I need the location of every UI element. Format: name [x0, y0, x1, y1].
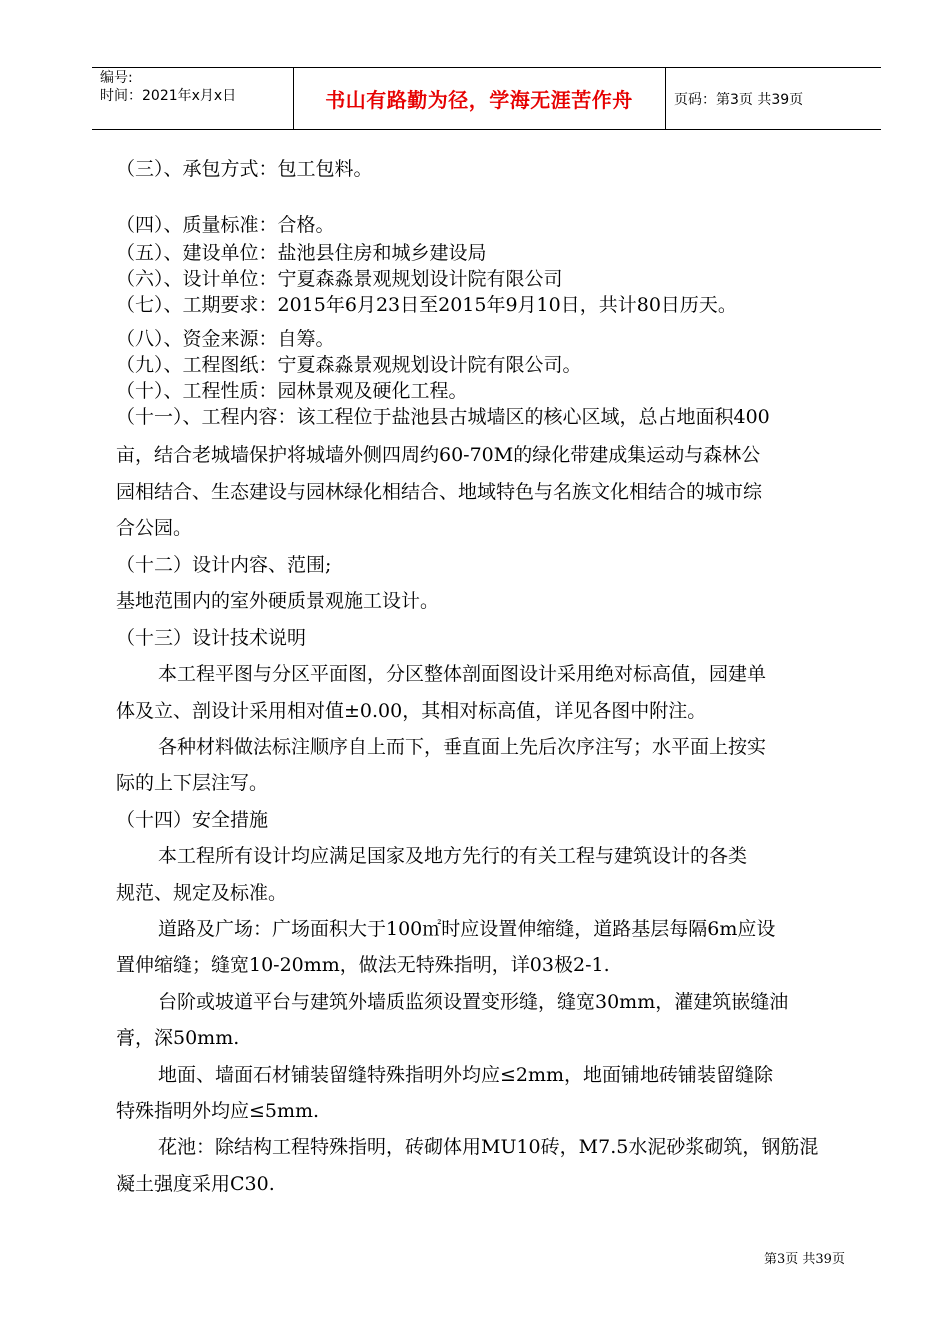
section-heading: （十四）安全措施: [116, 809, 269, 831]
text-line: 地面、墙面石材铺装留缝特殊指明外均应≤2mm，地面铺地砖铺装留缝除: [158, 1064, 774, 1086]
text-line: （四）、质量标准：合格。: [116, 214, 335, 236]
text-line: 体及立、剖设计采用相对值±0.00，其相对标高值，详见各图中附注。: [116, 700, 707, 722]
text-line: 园相结合、生态建设与园林绿化相结合、地域特色与名族文化相结合的城市综: [116, 481, 763, 503]
text-line: 台阶或坡道平台与建筑外墙质监须设置变形缝，缝宽30mm，灌建筑嵌缝油: [158, 991, 789, 1013]
text-line: 规范、规定及标准。: [116, 882, 288, 904]
text-line: 置伸缩缝；缝宽10-20mm，做法无特殊指明，详03极2-1.: [116, 954, 610, 976]
text-line: （八）、资金来源：自筹。: [116, 328, 335, 350]
text-line: （十二）设计内容、范围;: [116, 554, 332, 576]
header-motto-cell: [293, 68, 666, 129]
document-number-label: 编号:: [100, 70, 133, 86]
text-line: 花池：除结构工程特殊指明，砖砌体用MU10砖，M7.5水泥砂浆砌筑，钢筋混: [158, 1136, 819, 1158]
text-line: （七）、工期要求：2015年6月23日至2015年9月10日，共计80日历天。: [116, 294, 737, 316]
text-line: （十一）、工程内容：该工程位于盐池县古城墙区的核心区域，总占地面积400: [116, 406, 770, 428]
document-time-label: 时间：2021年x月x日: [100, 88, 237, 104]
text-line: 合公园。: [116, 517, 193, 539]
text-line: 际的上下层注写。: [116, 772, 269, 794]
page-header: [92, 67, 881, 130]
text-line: 各种材料做法标注顺序自上而下，垂直面上先后次序注写；水平面上按实: [158, 736, 767, 758]
footer-page-info: 第3页 共39页: [764, 1252, 845, 1267]
text-line: （六）、设计单位：宁夏森淼景观规划设计院有限公司: [116, 268, 563, 290]
text-line: （五）、建设单位：盐池县住房和城乡建设局: [116, 242, 487, 264]
text-line: 凝土强度采用C30.: [116, 1173, 275, 1195]
text-line: （三）、承包方式：包工包料。: [116, 158, 373, 180]
text-line: 本工程所有设计均应满足国家及地方先行的有关工程与建筑设计的各类: [158, 845, 748, 867]
header-info-cell: [92, 68, 294, 129]
text-line: （九）、工程图纸：宁夏森淼景观规划设计院有限公司。: [116, 354, 582, 376]
header-page-cell: [666, 68, 881, 129]
text-line: 基地范围内的室外硬质景观施工设计。: [116, 590, 440, 612]
section-heading: （十三）设计技术说明: [116, 627, 307, 649]
header-page-info: 页码：第3页 共39页: [674, 91, 804, 108]
text-line: 本工程平图与分区平面图，分区整体剖面图设计采用绝对标高值，园建单: [158, 663, 767, 685]
text-line: 亩，结合老城墙保护将城墙外侧四周约60-70M的绿化带建成集运动与森林公: [116, 444, 761, 466]
text-line: 特殊指明外均应≤5mm.: [116, 1100, 320, 1122]
text-line: （十）、工程性质：园林景观及硬化工程。: [116, 380, 468, 402]
motto-text: 书山有路勤为径，学海无涯苦作舟: [325, 88, 633, 112]
text-line: 膏，深50mm.: [116, 1027, 240, 1049]
text-line: 道路及广场：广场面积大于100㎡时应设置伸缩缝，道路基层每隔6m应设: [158, 918, 776, 940]
